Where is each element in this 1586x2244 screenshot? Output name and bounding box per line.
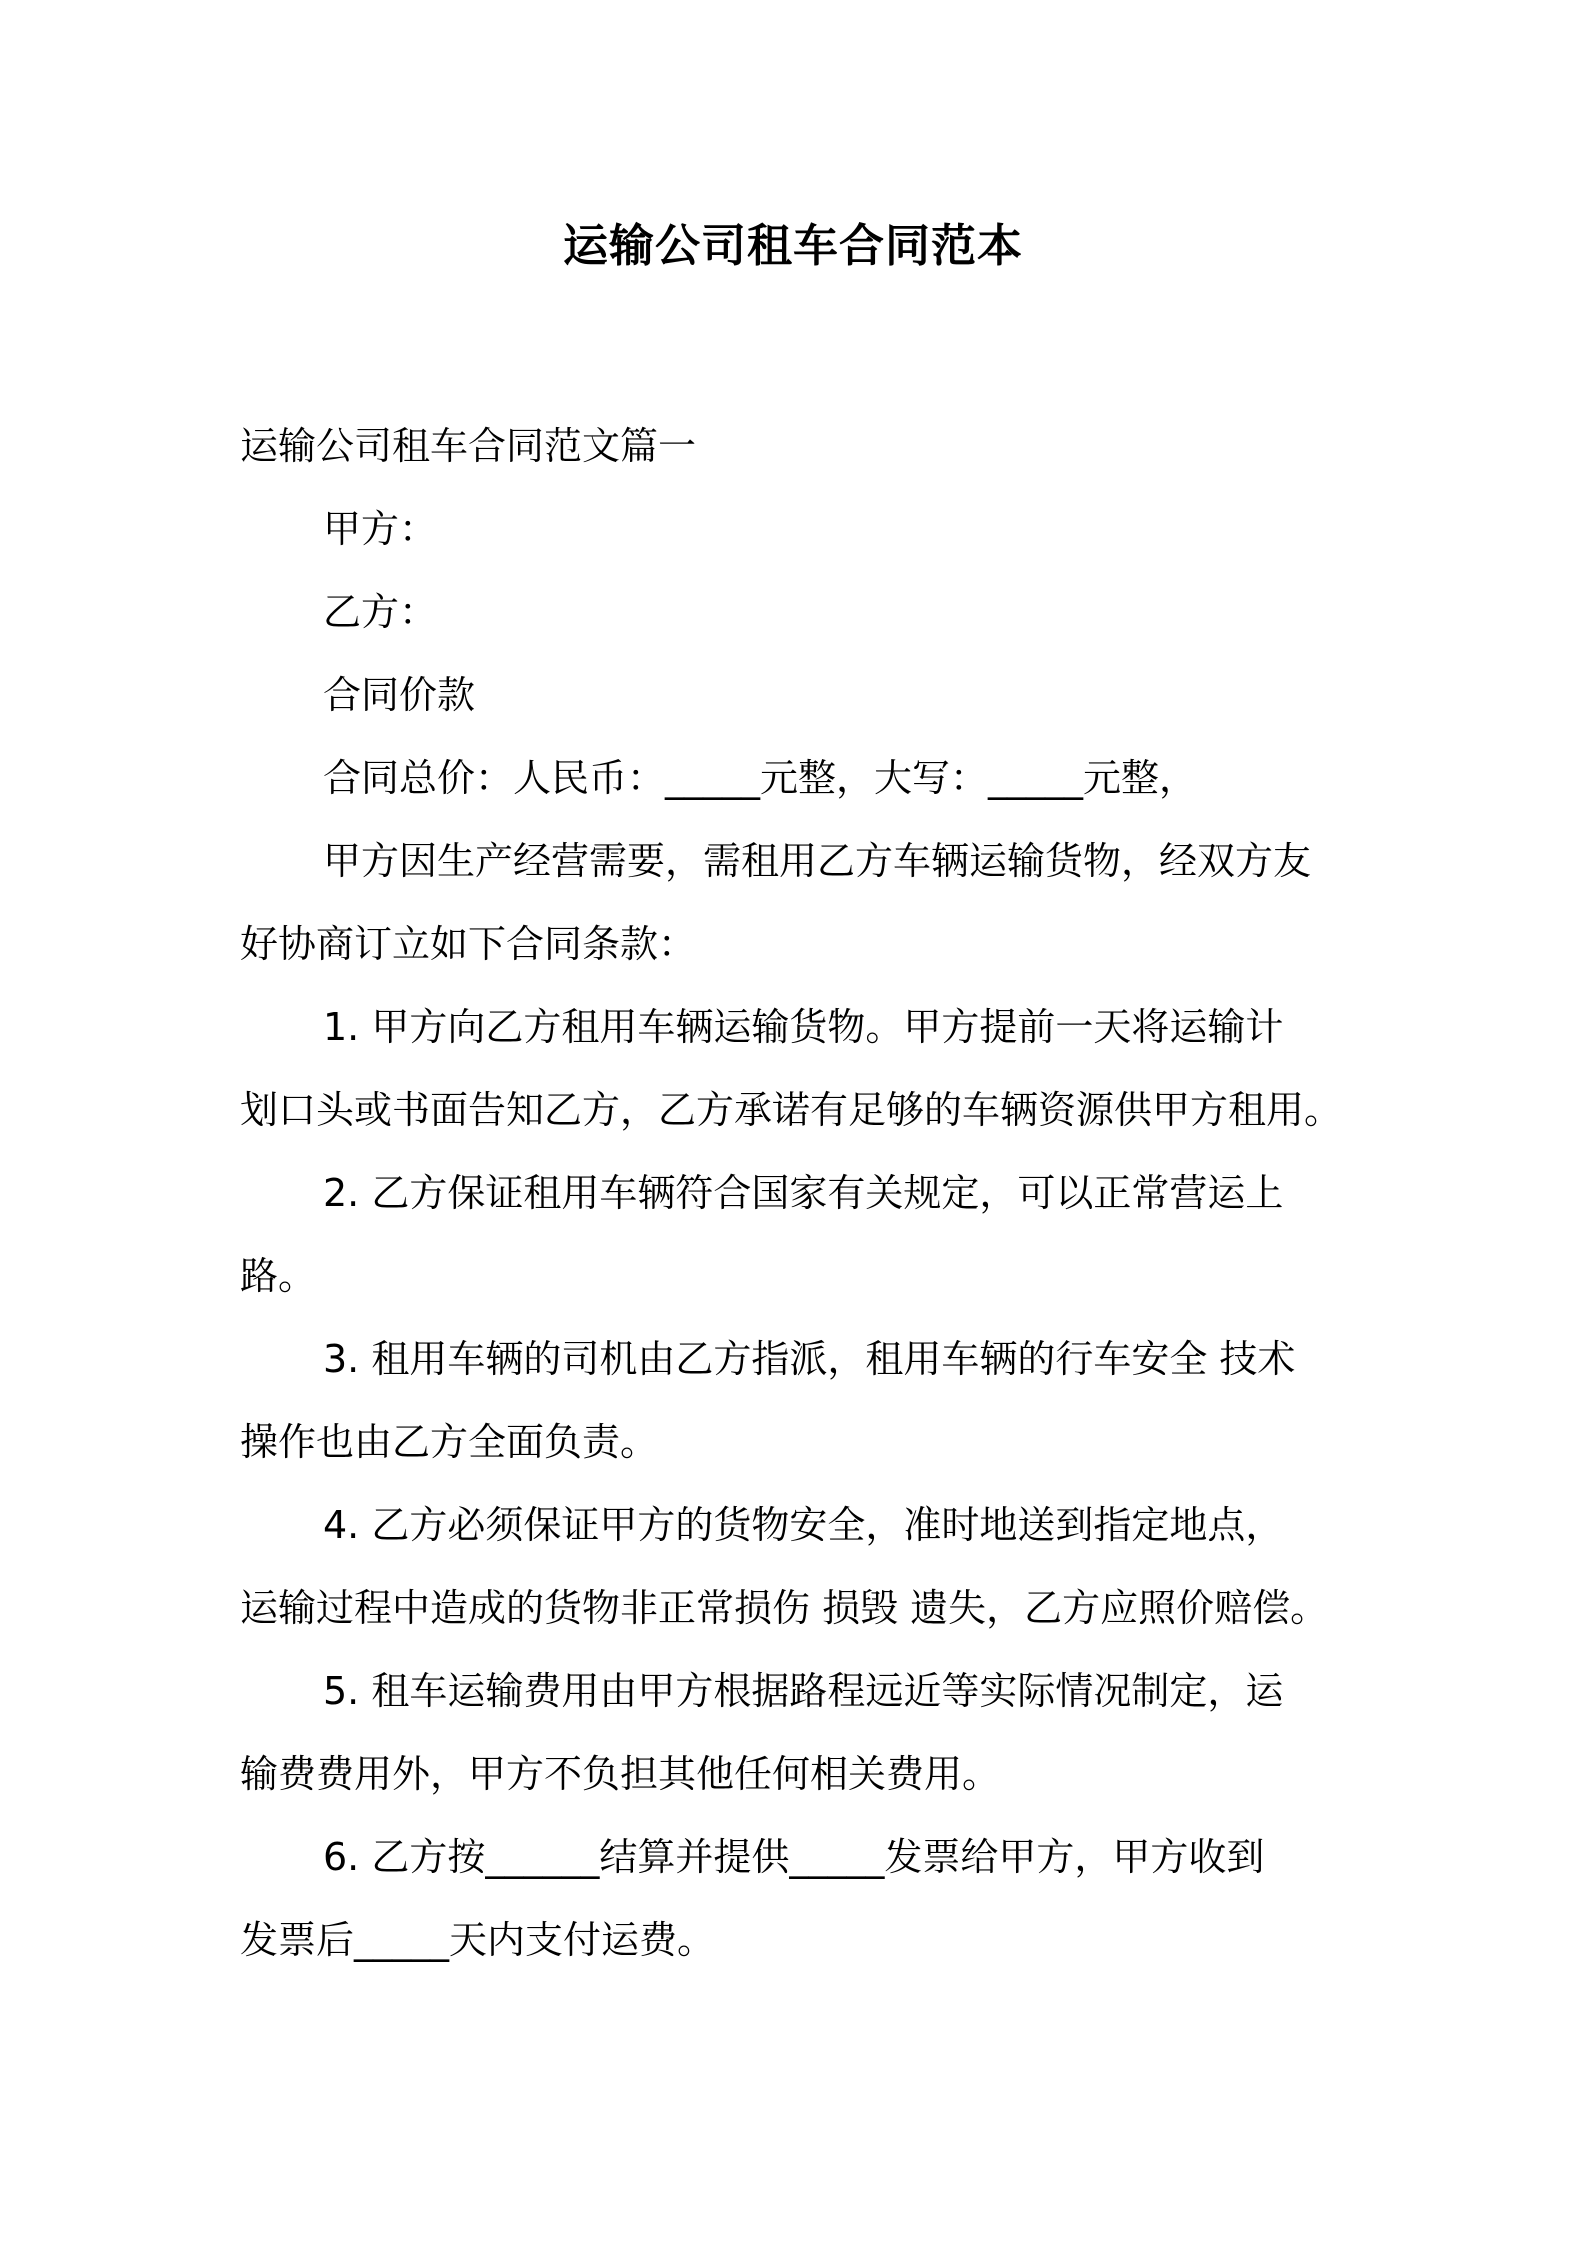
document-title: 运输公司租车合同范本 bbox=[562, 219, 1023, 272]
document-line: 合同总价：人民币：_____元整，大写：_____元整， bbox=[323, 756, 1198, 800]
document-line: 路。 bbox=[240, 1254, 317, 1298]
document-line: 运输公司租车合同范文篇一 bbox=[240, 424, 697, 468]
document-line: 5. 租车运输费用由甲方根据路程远近等实际情况制定，运 bbox=[323, 1669, 1284, 1713]
document-line: 3. 租用车辆的司机由乙方指派，租用车辆的行车安全 技术 bbox=[323, 1337, 1296, 1381]
document-line: 好协商订立如下合同条款： bbox=[240, 922, 697, 966]
document-line: 划口头或书面告知乙方，乙方承诺有足够的车辆资源供甲方租用。 bbox=[240, 1088, 1343, 1132]
document-line: 操作也由乙方全面负责。 bbox=[240, 1420, 659, 1464]
document-line: 合同价款 bbox=[323, 673, 476, 717]
document-line: 输费费用外，甲方不负担其他任何相关费用。 bbox=[240, 1752, 1001, 1796]
document-line: 1. 甲方向乙方租用车辆运输货物。甲方提前一天将运输计 bbox=[323, 1005, 1284, 1049]
document-line: 乙方： bbox=[323, 590, 438, 634]
document-line: 6. 乙方按______结算并提供_____发票给甲方，甲方收到 bbox=[323, 1835, 1265, 1879]
document-line: 运输过程中造成的货物非正常损伤 损毁 遗失，乙方应照价赔偿。 bbox=[240, 1586, 1329, 1630]
document-line: 4. 乙方必须保证甲方的货物安全，准时地送到指定地点， bbox=[323, 1503, 1284, 1547]
document-line: 发票后_____天内支付运费。 bbox=[240, 1918, 716, 1962]
document-line: 甲方： bbox=[323, 507, 438, 551]
document-line: 甲方因生产经营需要，需租用乙方车辆运输货物，经双方友 bbox=[323, 839, 1312, 883]
document-body bbox=[240, 405, 1350, 1982]
document-line: 2. 乙方保证租用车辆符合国家有关规定，可以正常营运上 bbox=[323, 1171, 1284, 1215]
